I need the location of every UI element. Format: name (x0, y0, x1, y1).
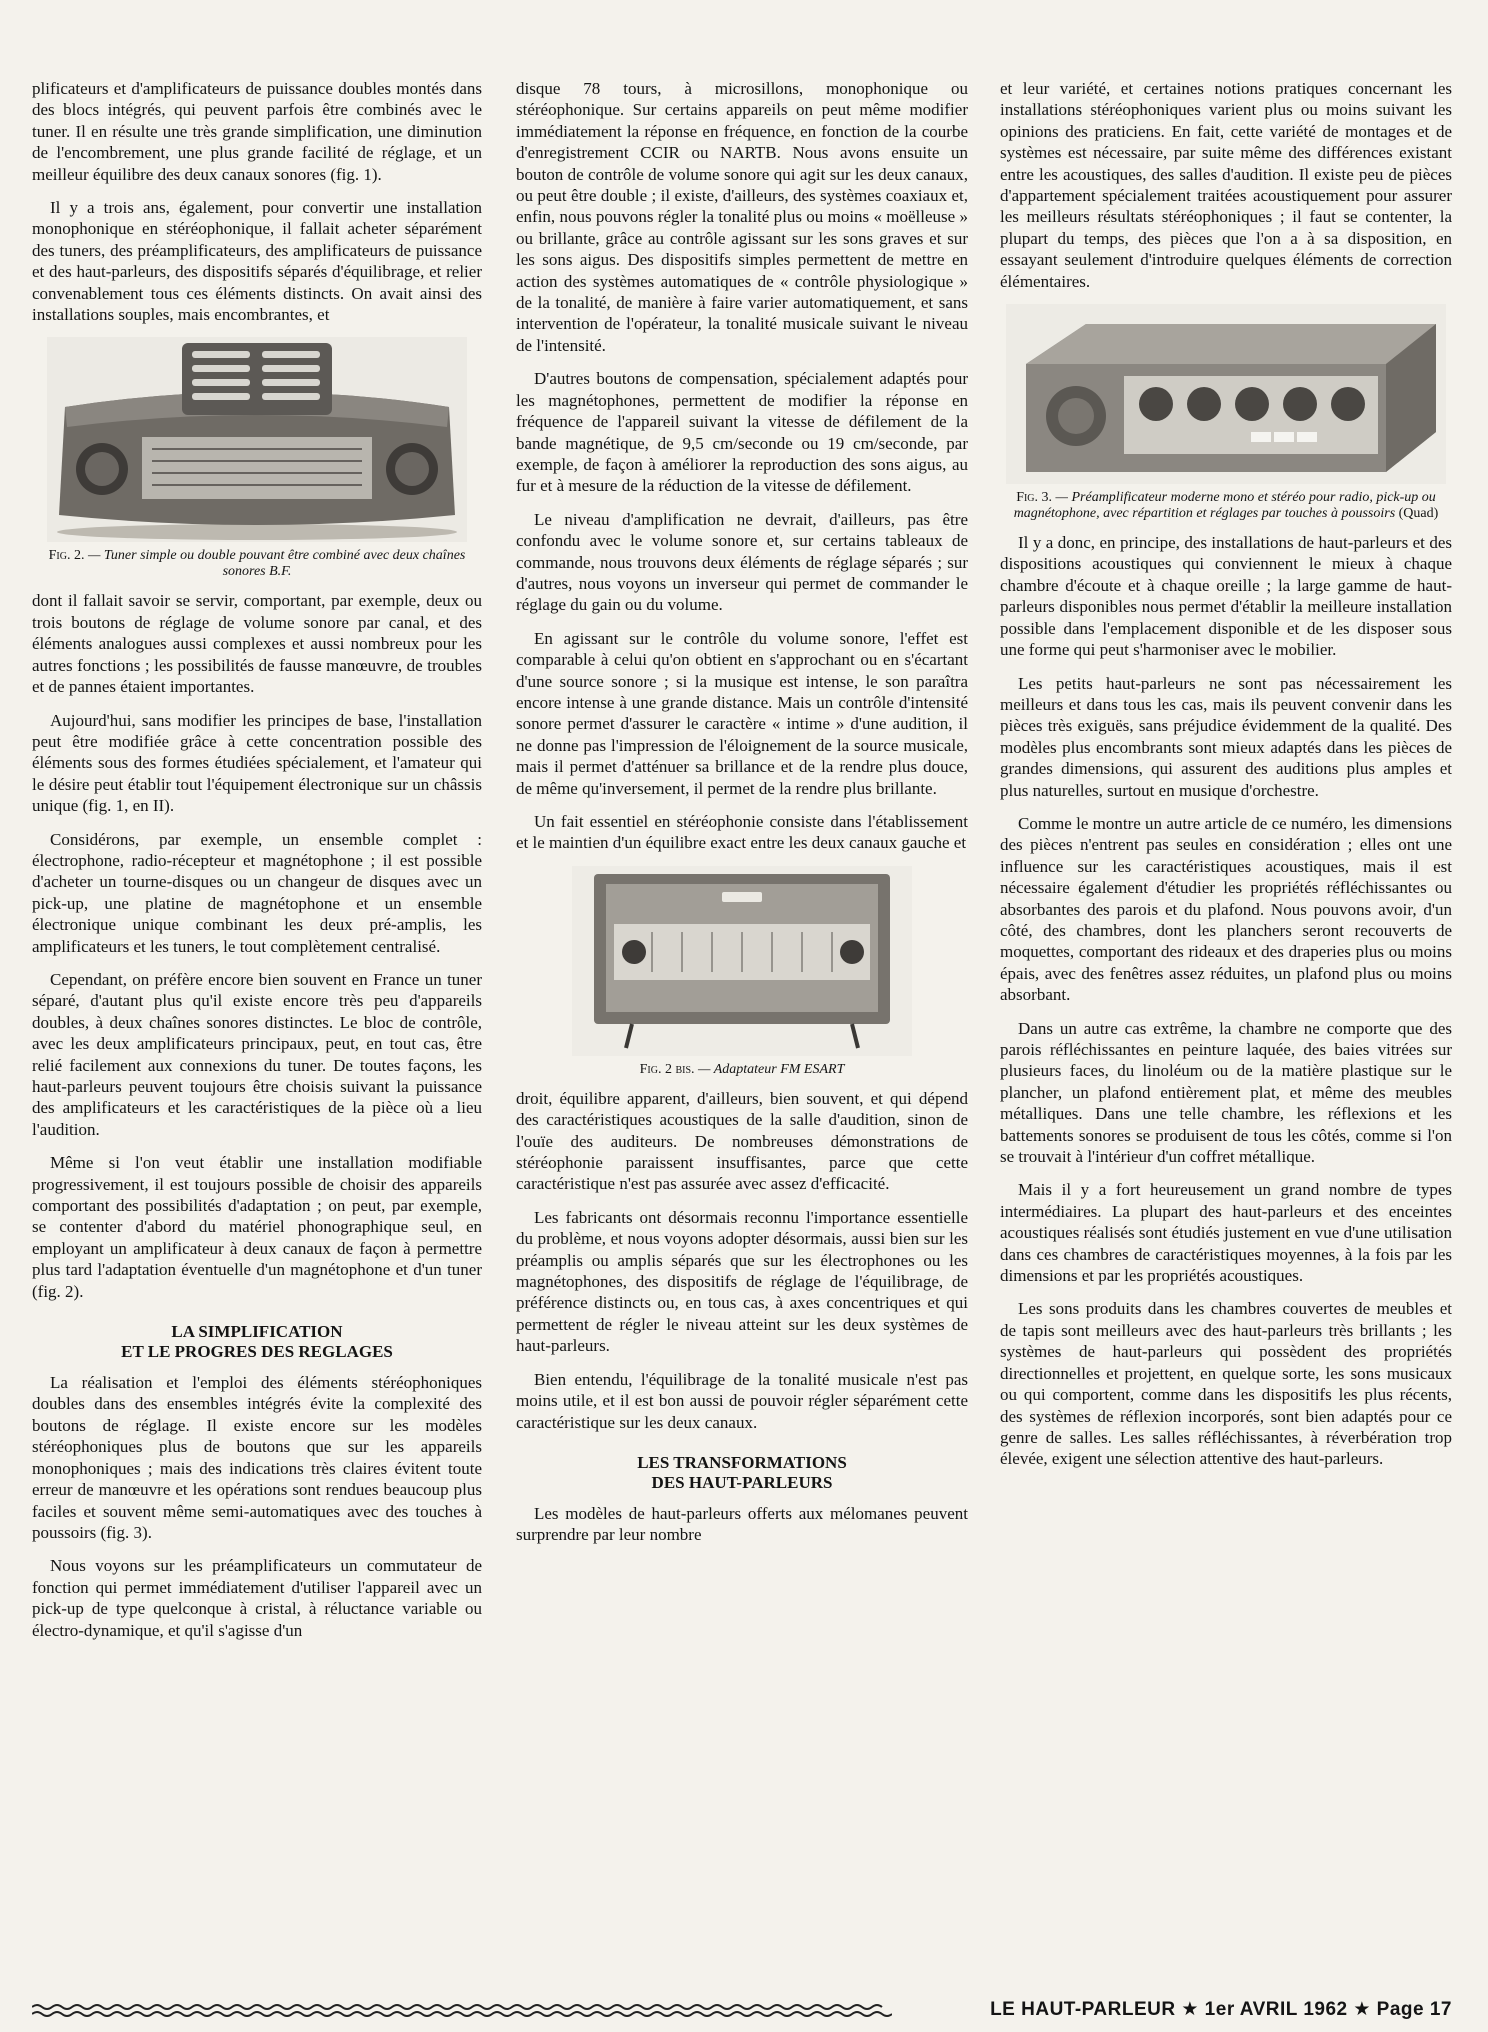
heading-line: LA SIMPLIFICATION (171, 1322, 343, 1342)
paragraph: droit, équilibre apparent, d'ailleurs, bien souvent, et qui dépend des caractéristiques acoustiques de la salle d'audition, sinon de l'ouïe des auditeurs. De nombreuses démonstrations de stéréophonie paraissent insuffisantes, parce que cette caractéristique n'est pas assurée avec assez d'efficacité. (516, 1088, 968, 1194)
paragraph: Les fabricants ont désormais reconnu l'importance essentielle du problème, et nous voyons adopter désormais, aussi bien sur les préamplis ou amplis séparés que sur les électrophones ou les magnétophones, des dispositifs de réglage de l'équilibrage, de préférence distincts ou, en tous cas, à axes concentriques et qui permettent de régler le niveau atteint sur les deux systèmes de haut-parleurs. (516, 1207, 968, 1356)
paragraph: D'autres boutons de compensation, spécialement adaptés pour les magnétophones, permettent de modifier la réponse en fréquence de l'appareil suivant la vitesse de défilement de la bande magnétique, de 9,5 cm/seconde ou 19 cm/seconde, par exemple, de façon à améliorer la reproduction des sons aigus, au fur et à mesure de la réduction de la vitesse de défilement. (516, 369, 968, 496)
figure-3-caption (1000, 490, 1452, 522)
section-heading (32, 1322, 482, 1362)
paragraph: dont il fallait savoir se servir, comportant, par exemple, deux ou trois boutons de réglage de volume sonore par canal, et des éléments analogues aussi complexes et aussi nombreux pour les autres fonctions ; les possibilités de fausse manœuvre, de troubles et de pannes étaient importantes. (32, 591, 482, 697)
paragraph: Considérons, par exemple, un ensemble complet : électrophone, radio-récepteur et magnétophone ; il est possible d'acheter un tourne-disques ou un changeur de disques avec un pick-up, une platine de magnétophone et un ensemble électronique unique combinant les deux pré-amplis, les amplificateurs et les tuners, le tout complètement centralisé. (32, 829, 482, 956)
figure-label: Fig. 2. (48, 548, 85, 564)
column-3 (1000, 78, 1452, 1482)
figure-3 (1000, 304, 1452, 522)
figure-2-caption (32, 548, 482, 580)
paragraph: et leur variété, et certaines notions pratiques concernant les installations stéréophoniques varient plus ou moins suivant les opinions des praticiens. En fait, cette variété de montages et de systèmes est nécessaire, par suite même des différences existant entre les acoustiques, des salles d'audition. Il existe peu de pièces d'appartement spécialement traitées acoustiquement pour assurer les meilleurs résultats stéréophoniques ; il faut se contenter, la plupart du temps, des pièces que l'on a à sa disposition, en essayant seulement d'introduire quelques éléments de correction élémentaires. (1000, 79, 1452, 291)
figure-2-bis-caption (516, 1062, 968, 1078)
heading-line: DES HAUT-PARLEURS (651, 1472, 833, 1492)
figure-2-bis (516, 866, 968, 1078)
tuner-photo (47, 337, 467, 542)
caption-text: — Tuner simple ou double pouvant être combiné avec deux chaînes sonores B.F. (84, 548, 466, 580)
paragraph: Il y a trois ans, également, pour convertir une installation monophonique en stéréophonique, il fallait acheter séparément des tuners, des préamplificateurs, des amplificateurs de puissance et des haut-parleurs, des dispositifs séparés d'équilibrage, et relier convenablement tous ces éléments distincts. On avait ainsi des installations souples, mais encombrantes, et (32, 198, 482, 325)
wave-rule (32, 2002, 892, 2020)
figure-label: Fig. 3. (1016, 490, 1053, 506)
paragraph: plificateurs et d'amplificateurs de puissance doubles montés dans des blocs intégrés, qui peuvent parfois être combinés avec le tuner. Il en résulte une très grande simplification, une diminution de l'encombrement, une plus grande facilité de réglage, et un meilleur équilibre des deux canaux sonores (fig. 1). (32, 79, 482, 184)
paragraph: Le niveau d'amplification ne devrait, d'ailleurs, pas être confondu avec le volume sonore et, sur certains tableaux de commande, nous trouvons deux éléments de réglage séparés ; sur d'autres, nous voyons un inverseur qui permet de commander le réglage du gain ou du volume. (516, 509, 968, 615)
paragraph: Les petits haut-parleurs ne sont pas nécessairement les meilleurs et dans tous les cas, mais ils peuvent convenir dans les pièces très exiguës, sans préjudice évidemment de la qualité. Des modèles plus encombrants sont mieux adaptés dans les pièces de grandes dimensions, qui assurent des auditions plus amples et plus naturelles, surtout en musique d'orchestre. (1000, 673, 1452, 800)
paragraph: Nous voyons sur les préamplificateurs un commutateur de fonction qui permet immédiatement d'utiliser l'appareil avec un pick-up de type quelconque à cristal, à réluctance variable ou électro-dynamique, et qu'il s'agisse d'un (32, 1556, 482, 1640)
page-footer (32, 1998, 1452, 2024)
heading-line: LES TRANSFORMATIONS (637, 1452, 847, 1472)
paragraph: Cependant, on préfère encore bien souvent en France un tuner séparé, d'autant plus qu'il existe encore très peu d'appareils doubles, à deux chaînes sonores distinctes. Le bloc de contrôle, avec les deux amplificateurs principaux, peut, en tout cas, être relié facilement aux connexions du tuner. De toutes façons, les haut-parleurs peuvent toujours être choisis suivant la puissance des amplificateurs et les caractéristiques de la pièce où a lieu l'audition. (32, 969, 482, 1139)
paragraph: Dans un autre cas extrême, la chambre ne comporte que des parois réfléchissantes en peinture laquée, des baies vitrées sur plusieurs faces, du linoléum ou de la matière plastique sur le plancher, un plafond entièrement plat, et même des meubles métalliques. Dans une telle chambre, les réflexions et les battements sonores se produisent de tous les côtés, comme si l'on se trouvait à l'intérieur d'un coffret métallique. (1000, 1018, 1452, 1167)
paragraph: En agissant sur le contrôle du volume sonore, l'effet est comparable à celui qu'on obtient en s'approchant ou en s'écartant d'une source sonore ; si la musique est intense, le son paraîtra encore intense à une grande distance. Mais un contrôle d'intensité sonore permet d'assurer le caractère « intime » d'une audition, il ne donne pas l'impression de l'éloignement de la source musicale, mais il permet d'atténuer sa brillance et de la rendre plus douce, de même qu'inversement, il permet de la rendre plus brillante. (516, 628, 968, 798)
figure-2 (32, 337, 482, 580)
paragraph: Aujourd'hui, sans modifier les principes de base, l'installation peut être modifiée grâce à cette concentration possible des éléments sous des formes étudiées spécialement, et l'amateur qui le désire peut établir tout l'équipement électronique sur un châssis unique (fig. 1, en II). (32, 710, 482, 816)
column-1 (32, 78, 482, 1653)
paragraph: Même si l'on veut établir une installation modifiable progressivement, il est toujours possible de choisir des appareils comportant des possibilités d'adaptation ; on peut, par exemple, se contenter d'abord du matériel phonographique seul, en employant un amplificateur à deux canaux de façon à permettre plus tard l'adaptation éventuelle d'un magnétophone et d'un tuner (fig. 2). (32, 1153, 482, 1301)
caption-text: — Préamplificateur moderne mono et stéréo pour radio, pick-up ou magnétophone, avec répartition et réglages par touches à poussoirs (1013, 490, 1436, 522)
heading-line: ET LE PROGRES DES REGLAGES (121, 1342, 393, 1362)
footer-text: LE HAUT-PARLEUR ★ 1er AVRIL 1962 ★ Page 17 (982, 1998, 1452, 2021)
caption-text: — Adaptateur FM ESART (694, 1061, 845, 1077)
section-heading (516, 1453, 968, 1493)
column-2 (516, 78, 968, 1558)
preamplifier-photo (1006, 304, 1446, 484)
paragraph: Bien entendu, l'équilibrage de la tonalité musicale n'est pas moins utile, et il est bon aussi de pouvoir régler séparément cette caractéristique sur les deux canaux. (516, 1369, 968, 1432)
paragraph: Il y a donc, en principe, des installations de haut-parleurs et des dispositions acoustiques qui conviennent le mieux à chaque chambre d'écoute et à chaque oreille ; la large gamme de haut-parleurs disponibles nous permet d'établir la meilleure installation possible dans l'emplacement disponible et de les disposer sous une forme qui peut s'harmoniser avec le mobilier. (1000, 533, 1452, 660)
paragraph: Un fait essentiel en stéréophonie consiste dans l'établissement et le maintien d'un équilibre exact entre les deux canaux gauche et (516, 812, 968, 853)
paragraph: La réalisation et l'emploi des éléments stéréophoniques doubles dans des ensembles intégrés évite la complexité des boutons de réglage. Il existe encore sur les modèles stéréophoniques plus de boutons que sur les appareils monophoniques ; mais des indications très claires évitent toute erreur de manœuvre et les opérations sont rendues beaucoup plus faciles et souvent même semi-automatiques avec des touches à poussoirs (fig. 3). (32, 1373, 482, 1542)
paragraph: Les sons produits dans les chambres couvertes de meubles et de tapis sont meilleurs avec des haut-parleurs très brillants ; les systèmes de haut-parleurs qui possèdent des propriétés directionnelles et projettent, en quelque sorte, les sons musicaux ou qui comportent, comme dans les dispositifs les plus récents, des systèmes de réflexion incorporés, sont bien adaptés pour ce genre de salles. Les salles réfléchissantes, à réverbération trop élevée, exigent une sélection attentive des haut-parleurs. (1000, 1299, 1452, 1469)
paragraph: disque 78 tours, à microsillons, monophonique ou stéréophonique. Sur certains appareils on peut même modifier immédiatement la réponse en fréquence, en fonction de la courbe d'enregistrement CCIR ou NARTB. Nous avons ensuite un bouton de contrôle de volume sonore qui agit sur les deux canaux, ou peut être double ; il existe, d'ailleurs, des systèmes coaxiaux et, enfin, nous pouvons régler la tonalité plus ou moins « moëlleuse » ou brillante, grâce au contrôle agissant sur les sons graves et sur les sons aigus. Des dispositifs simples permettent de mettre en action des systèmes automatiques de « contrôle physiologique » de la tonalité, de manière à faire varier automatiquement, et sans intervention de l'opérateur, la tonalité musicale suivant le niveau de l'intensité. (516, 79, 968, 355)
fm-adapter-photo (572, 866, 912, 1056)
paragraph: Comme le montre un autre article de ce numéro, les dimensions des pièces n'entrent pas seules en considération ; elles ont une influence sur les caractéristiques acoustiques, mais il est nécessaire également d'étudier les propriétés réfléchissantes ou absorbantes des parois et du plafond. Nous pouvons avoir, d'un côté, des chambres, dont les planchers seront recouverts de moquettes, comportant des rideaux et des draperies plus ou moins épais, avec des fenêtres assez réduites, un plafond plus ou moins absorbant. (1000, 813, 1452, 1005)
figure-label: Fig. 2 bis. (639, 1061, 695, 1077)
caption-brand: (Quad) (1395, 506, 1439, 522)
paragraph: Mais il y a fort heureusement un grand nombre de types intermédiaires. La plupart des haut-parleurs et des enceintes acoustiques réalisés sont étudiés justement en vue d'une utilisation dans ces chambres de caractéristiques moyennes, à la fois par les dimensions et par les propriétés acoustiques. (1000, 1180, 1452, 1286)
paragraph: Les modèles de haut-parleurs offerts aux mélomanes peuvent surprendre par leur nombre (516, 1503, 968, 1545)
